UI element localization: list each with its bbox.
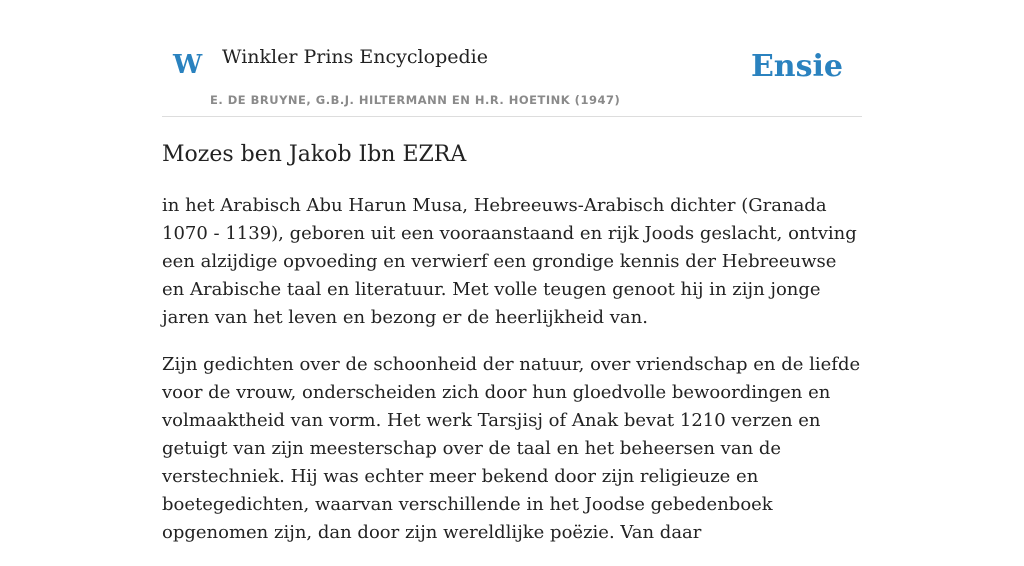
article-title: Mozes ben Jakob Ibn EZRA <box>162 142 467 167</box>
winkler-prins-logo[interactable]: W <box>173 50 203 80</box>
site-title[interactable]: Winkler Prins Encyclopedie <box>222 46 488 68</box>
article-body <box>162 192 862 566</box>
site-header <box>162 0 862 117</box>
paragraph: in het Arabisch Abu Harun Musa, Hebreeuws-Arabisch dichter (Granada 1070 - 1139), geboren uit een vooraanstaand en rijk Joods geslacht, ontving een alzijdige opvoeding en verwierf een grondige kennis der Hebreeuwse en Arabische taal en literatuur. Met volle teugen genoot hij in zijn jonge jaren van het leven en bezong er de heerlijkheid van. <box>162 195 857 328</box>
authors-credit: E. DE BRUYNE, G.B.J. HILTERMANN EN H.R. HOETINK (1947) <box>210 93 621 107</box>
paragraph: Zijn gedichten over de schoonheid der natuur, over vriendschap en de liefde voor de vrouw, onderscheiden zich door hun gloedvolle bewoordingen en volmaaktheid van vorm. Het werk Tarsjisj of Anak bevat 1210 verzen en getuigt van zijn meesterschap over de taal en het beheersen van de verstechniek. Hij was echter meer bekend door zijn religieuze en boetegedichten, waarvan verschillende in het Joodse gebedenboek opgenomen zijn, dan door zijn wereldlijke poëzie. Van daar <box>162 354 861 543</box>
ensie-logo[interactable]: Ensie <box>750 49 843 84</box>
